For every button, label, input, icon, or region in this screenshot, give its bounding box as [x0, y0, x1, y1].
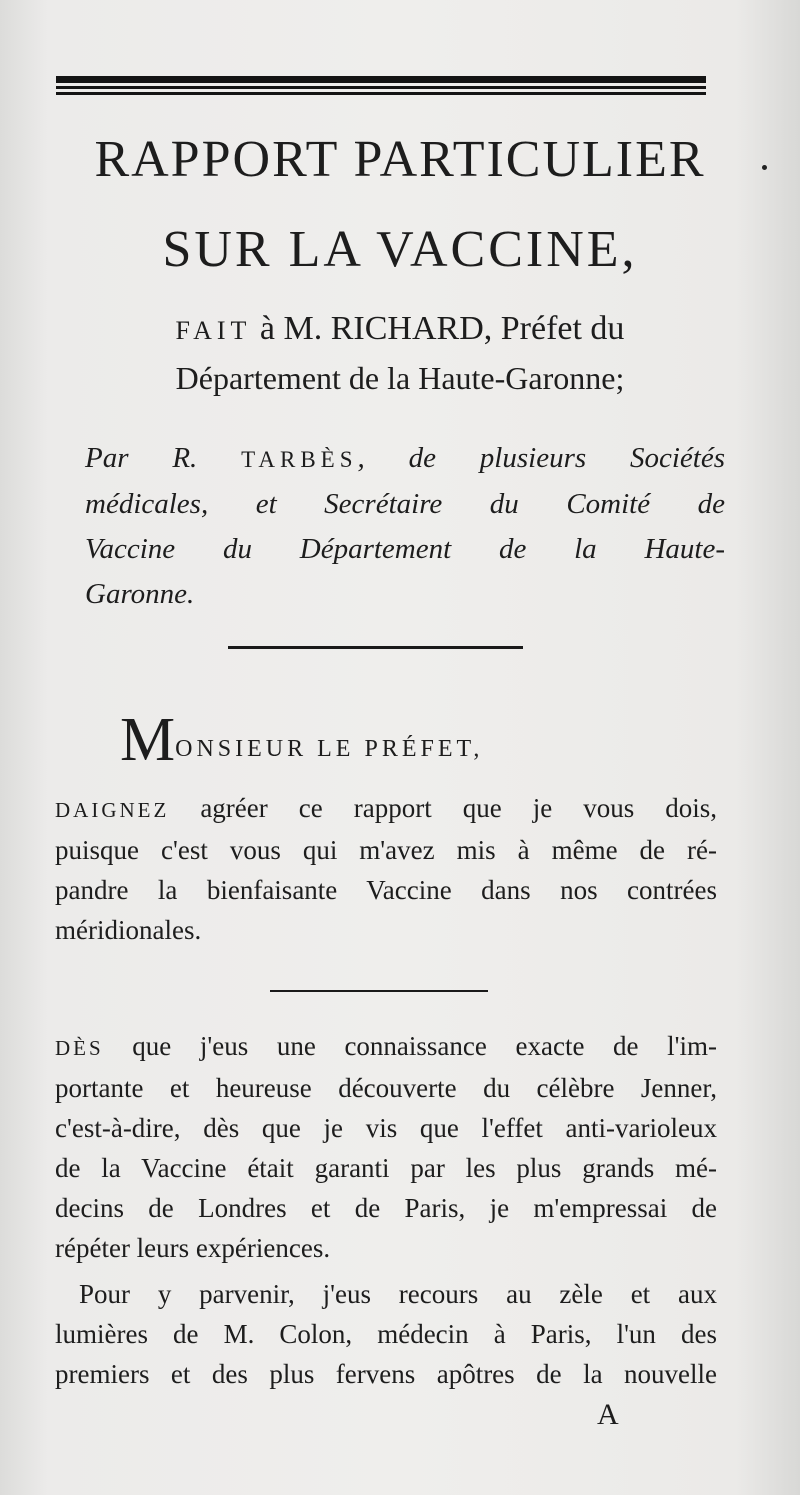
p2-lead: DÈS	[55, 1036, 104, 1060]
author-name: TARBÈS	[241, 447, 358, 472]
title-line-1: RAPPORT PARTICULIER	[94, 131, 706, 188]
paragraph-2	[55, 1026, 717, 1268]
p1-line-3: pandre la bienfaisante Vaccine dans nos contrées	[55, 875, 717, 905]
author-line-1-rest: , de plusieurs Sociétés	[357, 442, 726, 474]
salutation	[120, 705, 483, 776]
p3-line-1: Pour y parvenir, j'eus recours au zèle et aux	[79, 1279, 717, 1309]
author-line-1	[85, 436, 725, 482]
author-line-2: médicales, et Secrétaire du Comité de	[85, 488, 725, 520]
p1-lead: DAIGNEZ	[55, 798, 170, 822]
section-rule-1	[228, 646, 523, 649]
fait-prefix: FAIT	[175, 316, 252, 345]
p2-line-2: portante et heureuse découverte du célèbre Jenner,	[55, 1073, 717, 1103]
p1-line-1-rest: agréer ce rapport que je vous dois,	[169, 793, 717, 823]
p2-line-3: c'est-à-dire, dès que je vis que l'effet anti-varioleux	[55, 1113, 717, 1143]
addressee-line-2: Département de la Haute-Garonne;	[175, 360, 625, 396]
signature-mark: A	[597, 1398, 619, 1431]
addressee-line-1	[0, 310, 800, 348]
p2-line-4: de la Vaccine était garanti par les plus grands mé-	[55, 1153, 717, 1183]
author-line-4: Garonne.	[85, 578, 195, 610]
p1-line-4: méridionales.	[55, 915, 202, 945]
p3-line-2: lumières de M. Colon, médecin à Paris, l'un des	[55, 1319, 717, 1349]
author-block	[85, 436, 725, 617]
paragraph-3	[55, 1274, 717, 1394]
header-rule-thick	[56, 76, 706, 83]
addressee-rest: à M. RICHARD, Préfet du	[251, 310, 625, 347]
salutation-initial: M	[120, 706, 176, 774]
p2-line-1	[55, 1026, 717, 1068]
p2-line-5: decins de Londres et de Paris, je m'empressai de	[55, 1193, 717, 1223]
p3-line-3: premiers et des plus fervens apôtres de la nouvelle	[55, 1359, 717, 1389]
p2-line-1-rest: que j'eus une connaissance exacte de l'im-	[103, 1031, 717, 1061]
header-rule-bottom	[56, 92, 706, 95]
p2-line-6: répéter leurs expériences.	[55, 1233, 331, 1263]
salutation-rest: ONSIEUR LE PRÉFET,	[175, 736, 484, 762]
title-line-2: SUR LA VACCINE,	[162, 221, 638, 278]
author-line-3: Vaccine du Département de la Haute-	[85, 533, 725, 565]
author-par: Par R.	[85, 442, 242, 474]
section-rule-2	[270, 990, 488, 992]
header-rule-middle	[56, 86, 706, 89]
p1-line-1	[55, 788, 717, 830]
p1-line-2: puisque c'est vous qui m'avez mis à même de ré-	[55, 835, 717, 865]
paragraph-1	[55, 788, 717, 950]
